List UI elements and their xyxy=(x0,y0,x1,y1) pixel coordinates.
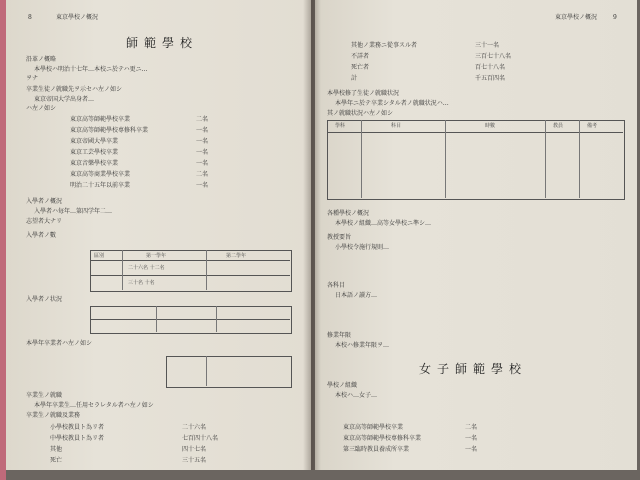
list-item: 東京高等師範學校専修科卒業 xyxy=(343,435,422,442)
paragraph: 本校ハ修業年限ヲ… xyxy=(335,342,390,349)
list-item: 東京帝國大學卒業 xyxy=(70,138,119,145)
paragraph: 入學者ハ毎年…第四学年二… xyxy=(34,208,113,215)
table-rule xyxy=(90,319,290,320)
table-header: 第一學年 xyxy=(146,253,167,259)
section-title: 各種學校ノ概況 xyxy=(327,210,370,217)
list-item-count: 一名 xyxy=(196,127,209,134)
section-title: 入學者ノ状況 xyxy=(26,296,63,303)
list-item-count: 一名 xyxy=(465,435,478,442)
right-heading: 女子師範學校 xyxy=(419,362,528,376)
list-item-count: 一名 xyxy=(196,149,209,156)
list-item-count: 一名 xyxy=(196,182,209,189)
list-item: 東京高等師範學校卒業 xyxy=(343,424,404,431)
list-item-count: 三百七十八名 xyxy=(475,53,512,60)
section-title: 卒業生ノ就職 xyxy=(26,392,63,399)
section-title: 修業年限 xyxy=(327,332,352,339)
section-title: 沿革ノ概略 xyxy=(26,56,57,63)
list-item: 東京高等師範學校卒業 xyxy=(70,116,131,123)
table-rule xyxy=(445,120,446,198)
paragraph: ヲナ xyxy=(26,75,39,82)
list-item-count: 二名 xyxy=(465,424,478,431)
list-item: 東京工芸學校卒業 xyxy=(70,149,119,156)
enrollment-table xyxy=(90,250,292,292)
table-header: 教員 xyxy=(553,123,564,129)
paragraph: 卒業生ノ就職及業務 xyxy=(26,412,81,419)
stats-table xyxy=(90,306,292,334)
table-header: 學科 xyxy=(335,123,346,129)
left-heading: 師範學校 xyxy=(126,36,199,50)
paragraph: 小學校令施行規則… xyxy=(335,244,390,251)
paragraph: 本學年卒業生…任用セラレタル者ハ左ノ如シ xyxy=(34,402,154,409)
left-running-head: 東京學校ノ概況 xyxy=(56,14,99,21)
section-title: 卒業生徒ノ就職先ヲ示セハ左ノ如シ xyxy=(26,86,123,93)
list-item-count: 千五百四名 xyxy=(475,75,506,82)
section-title: 入學者ノ概況 xyxy=(26,198,63,205)
list-item: 死亡 xyxy=(50,457,63,464)
list-item: 其他ノ業務ニ從事スル者 xyxy=(351,42,418,49)
table-rule xyxy=(545,120,546,198)
table-rule xyxy=(90,260,290,261)
table-header: 科目 xyxy=(391,123,402,129)
table-cell: 二十六名 十二名 xyxy=(128,265,165,271)
list-item-count: 二十六名 xyxy=(182,424,207,431)
list-item: 小學校教員ト為リ者 xyxy=(50,424,105,431)
list-item: 中學校教員ト為リ者 xyxy=(50,435,105,442)
list-item-count: 一名 xyxy=(196,138,209,145)
section-title: 學校ノ組織 xyxy=(327,382,358,389)
list-item-count: 百七十八名 xyxy=(475,64,506,71)
list-item: 東京高等商業學校卒業 xyxy=(70,171,131,178)
table-rule xyxy=(122,250,123,290)
table-header: 備考 xyxy=(587,123,598,129)
right-running-head: 東京學校ノ概況 xyxy=(555,14,598,21)
section-title: 教授要旨 xyxy=(327,234,352,241)
list-item: 計 xyxy=(351,75,358,82)
table-header: 區別 xyxy=(94,253,105,259)
list-item-count: 七百四十八名 xyxy=(182,435,219,442)
paragraph: 東京帝国大学出身者… xyxy=(34,96,95,103)
list-item: 東京音樂學校卒業 xyxy=(70,160,119,167)
left-page xyxy=(6,0,311,470)
paragraph: 本學校ノ組織…高等女學校ニ準シ… xyxy=(335,220,432,227)
list-item: 東京高等師範學校専修科卒業 xyxy=(70,127,149,134)
small-table xyxy=(166,356,292,388)
table-rule xyxy=(156,306,157,332)
list-item-count: 一名 xyxy=(465,446,478,453)
section-title: 本學校修了生徒ノ就職状況 xyxy=(327,90,400,97)
list-item-count: 一名 xyxy=(196,160,209,167)
section-title: 本學年卒業者ハ左ノ如シ xyxy=(26,340,93,347)
paragraph: 日本語ノ讀方… xyxy=(335,292,378,299)
list-item: 明治二十五年以前卒業 xyxy=(70,182,131,189)
section-title: 各科目 xyxy=(327,282,346,289)
list-item-count: 三十一名 xyxy=(475,42,500,49)
table-rule xyxy=(90,275,290,276)
table-rule xyxy=(206,356,207,386)
table-rule xyxy=(206,250,207,290)
right-page-number: 9 xyxy=(613,14,617,21)
paragraph: 其ノ就職状況ハ左ノ如シ xyxy=(327,110,394,117)
book-gutter xyxy=(303,0,321,470)
table-header: 第二學年 xyxy=(226,253,247,259)
list-item: 第三臨時教員養成所卒業 xyxy=(343,446,410,453)
list-item: 不詳者 xyxy=(351,53,370,60)
list-item-count: 三十五名 xyxy=(182,457,207,464)
list-item-count: 二名 xyxy=(196,116,209,123)
right-page xyxy=(315,0,637,470)
list-item-count: 二名 xyxy=(196,171,209,178)
table-rule xyxy=(216,306,217,332)
paragraph: ハ左ノ如シ xyxy=(26,105,57,112)
left-page-number: 8 xyxy=(28,14,32,21)
paragraph: 本學年ニ於テ卒業シタル者ノ就職状況ハ… xyxy=(335,100,449,107)
table-rule xyxy=(361,120,362,198)
paragraph: 志望者大ナリ xyxy=(26,218,63,225)
table-rule xyxy=(579,120,580,198)
paragraph: 本學校ハ明治十七年…本校ニ於テハ更ニ… xyxy=(34,66,148,73)
table-header: 時數 xyxy=(485,123,496,129)
paragraph: 本校ハ…女子… xyxy=(335,392,378,399)
list-item: 死亡者 xyxy=(351,64,370,71)
table-cell: 三十名 十名 xyxy=(128,280,155,286)
list-item: 其他 xyxy=(50,446,63,453)
section-title: 入學者ノ數 xyxy=(26,232,57,239)
list-item-count: 四十七名 xyxy=(182,446,207,453)
